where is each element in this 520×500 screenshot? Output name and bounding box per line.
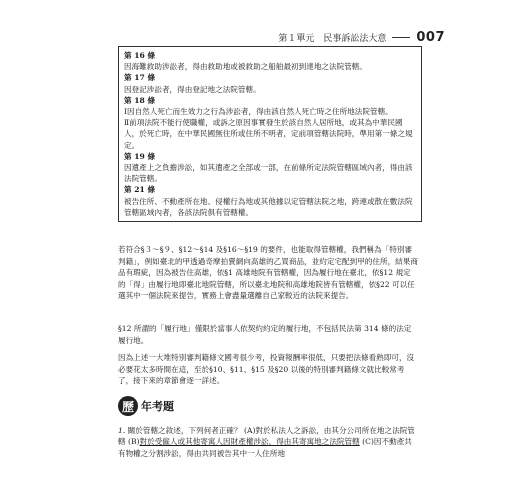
past-exam-label: 年考題 (141, 400, 174, 413)
article-16 (124, 50, 416, 72)
article-18 (124, 95, 416, 151)
past-exam-badge: 歷 (118, 396, 138, 416)
article-text: 因登記涉訟者，得由登記地之法院管轄。 (124, 84, 261, 94)
paragraph-place-of-performance: §12 所謂的「履行地」僅限於當事人依契約約定的履行地，不包括民法第 314 條的法定履行地。 (118, 324, 412, 345)
article-title: 第 21 條 (124, 185, 156, 195)
past-exam-heading (118, 396, 174, 416)
article-title: 第 18 條 (124, 95, 156, 105)
article-text: 因遺產上之負擔涉訟，如其遺產之全部或一部，在前條所定法院管轄區域內者，得由該法院管轄。 (124, 163, 413, 184)
question-stem: 關於管轄之敘述，下列何者正確？ (127, 426, 242, 435)
paragraph-special-jurisdiction: 若符合§３～§９、§12～§14 及§16～§19 的要件，也能取得管轄權，我們稱為「特別審判籍」，例如臺北的甲透過奇摩拍賣網向高雄的乙買商品，並約定宅配到甲的住所，結果商品有瑕疵，因為被告住高雄，依§1 高雄地院有管轄權，因為履行地在臺北，依§12 規定的「得」由履行地即臺北地院管轄，所以臺北地院和高雄地院皆有管轄權，依§22 可以任選其中一個法院來提告，實務上會盡量選離自己家較近的法院來提告。 (118, 245, 418, 301)
article-text: Ⅱ前項法院不能行使職權，或訴之原因事實發生於該自然人居所地，或其為中華民國人，於死亡時，在中華民國無住所或住所不明者，定前項管轄法院時，準用第一條之規定。 (124, 118, 413, 150)
question-number: 1. (118, 426, 126, 435)
article-text: 被告住所、不動產所在地、侵權行為地或其他據以定管轄法院之地，跨連或散在數法院管轄區域內者，各該法院俱有管轄權。 (124, 196, 413, 217)
page-header (265, 30, 445, 45)
article-17 (124, 72, 416, 94)
page-number: 007 (416, 30, 445, 45)
article-21 (124, 184, 416, 218)
option-b-label: (B) (128, 437, 140, 447)
paragraph-study-advice: 因為上述一大堆特別審判籍條文國考很少考，投資報酬率很低，只要把法條看熟即可，沒必要花太多時間在這，至於§10、§11、§15 及§20 以後的特別審判籍條文就比較常考了，接下來的章節會逐一詳述。 (118, 353, 415, 386)
article-19 (124, 151, 416, 185)
option-b-underlined: 對於受僱人或其他寄寓人因財產權涉訟，得由其寄寓地之法院管轄 (139, 437, 360, 447)
article-text: Ⅰ因自然人死亡而生效力之行為涉訟者，得由該自然人死亡時之住所地法院管轄。 (124, 107, 393, 117)
article-title: 第 16 條 (124, 51, 156, 60)
statute-box (118, 46, 422, 222)
header-rule (392, 37, 410, 38)
article-title: 第 17 條 (124, 73, 156, 83)
exam-question (118, 425, 418, 459)
unit-title: 第１單元 民事訴訟法大意 (278, 34, 387, 44)
article-title: 第 19 條 (124, 151, 156, 161)
option-c: (C)因不動產共有物權之分割涉訟，得由共同被告其中一人住所地 (118, 437, 412, 458)
option-a: (A)對於私法人之訴訟，由其分公司所在地之法院管轄 (118, 426, 415, 447)
article-text: 因海難救助涉訟者，得由救助地或被救助之船舶最初到達地之法院管轄。 (124, 62, 367, 72)
